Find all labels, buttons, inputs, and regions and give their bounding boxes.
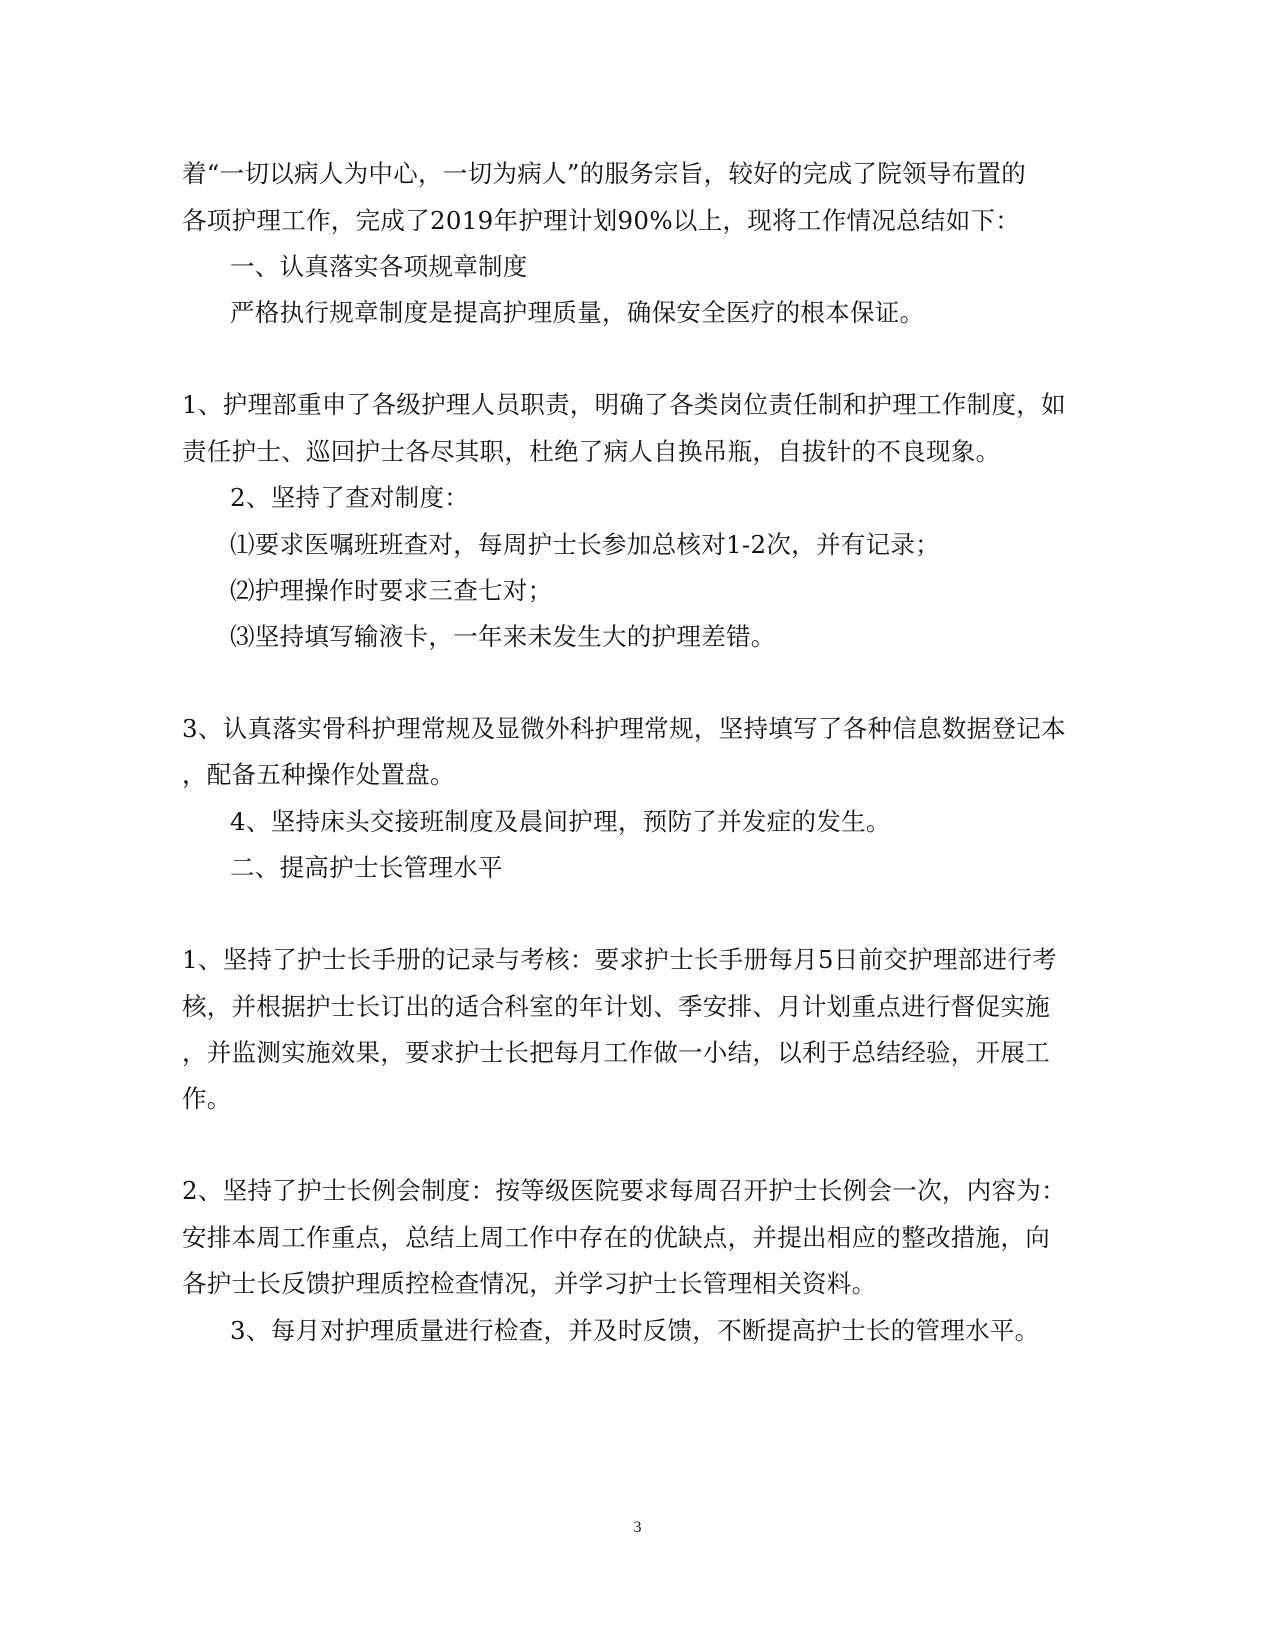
text-line: 责任护士、巡回护士各尽其职，杜绝了病人自换吊瓶，自拔针的不良现象。	[182, 437, 1001, 466]
text-line: 严格执行规章制度是提高护理质量，确保安全医疗的根本保证。	[230, 298, 925, 327]
text-line: 安排本周工作重点，总结上周工作中存在的优缺点，并提出相应的整改措施，向	[182, 1223, 1050, 1252]
text-line: 作。	[182, 1084, 232, 1113]
text-line: 2、坚持了查对制度：	[230, 483, 470, 512]
text-line: 3、认真落实骨科护理常规及显微外科护理常规，坚持填写了各种信息数据登记本	[182, 714, 1066, 743]
text-line: 3、每月对护理质量进行检查，并及时反馈，不断提高护士长的管理水平。	[230, 1316, 1040, 1345]
list-item: ⑵护理操作时要求三查七对；	[230, 576, 553, 605]
text-line: 2、坚持了护士长例会制度：按等级医院要求每周召开护士长例会一次，内容为：	[182, 1176, 1066, 1205]
text-line: ，配备五种操作处置盘。	[182, 760, 455, 789]
text-line: ，并监测实施效果，要求护士长把每月工作做一小结，以利于总结经验，开展工	[182, 1038, 1050, 1067]
section-heading: 一、认真落实各项规章制度	[230, 252, 528, 281]
text-line: 核，并根据护士长订出的适合科室的年计划、季安排、月计划重点进行督促实施	[182, 992, 1050, 1021]
list-item: ⑴要求医嘱班班查对，每周护士长参加总核对1-2次，并有记录；	[230, 530, 940, 559]
page-number: 3	[633, 1519, 642, 1536]
text-line: 各护士长反馈护理质控检查情况，并学习护士长管理相关资料。	[182, 1269, 877, 1298]
section-heading: 二、提高护士长管理水平	[230, 853, 503, 882]
text-line: 着“一切以病人为中心，一切为病人”的服务宗旨，较好的完成了院领导布置的	[182, 159, 1027, 188]
text-line: 1、坚持了护士长手册的记录与考核：要求护士长手册每月5日前交护理部进行考	[182, 945, 1057, 974]
text-line: 4、坚持床头交接班制度及晨间护理，预防了并发症的发生。	[230, 807, 891, 836]
text-line: 1、护理部重申了各级护理人员职责，明确了各类岗位责任制和护理工作制度，如	[182, 390, 1066, 419]
text-line: 各项护理工作，完成了2019年护理计划90%以上，现将工作情况总结如下：	[182, 206, 1021, 235]
list-item: ⑶坚持填写输液卡，一年来未发生大的护理差错。	[230, 622, 776, 651]
